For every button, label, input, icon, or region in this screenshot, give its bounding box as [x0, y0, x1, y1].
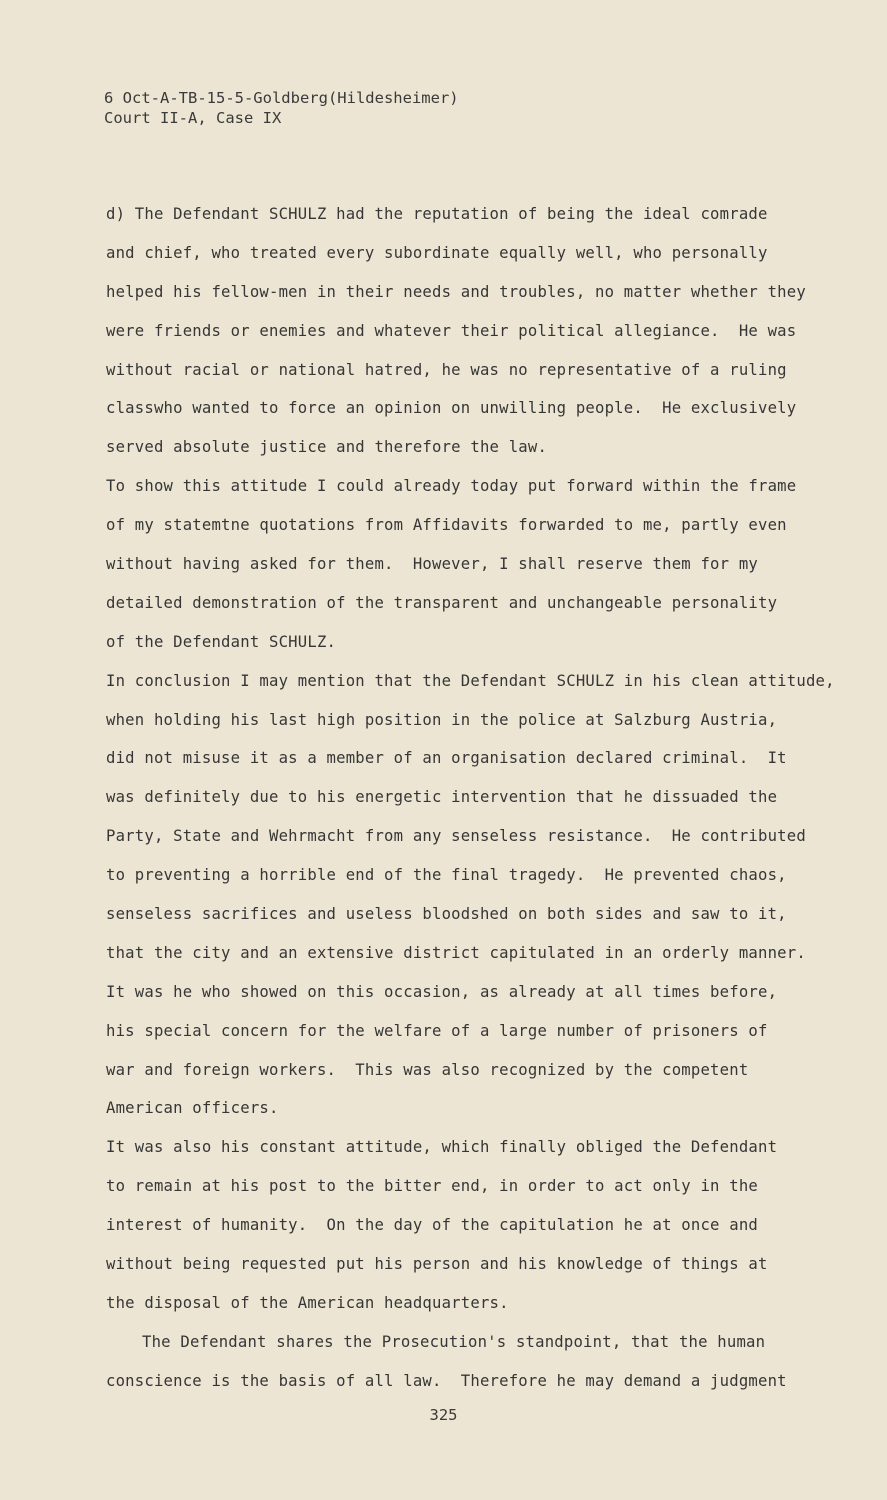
document-header [104, 88, 459, 128]
text-line: served absolute justice and therefore the law. [106, 438, 548, 457]
text-line: that the city and an extensive district capitulated in an orderly manner. [106, 943, 806, 962]
text-line: the disposal of the American headquarters. [106, 1293, 509, 1312]
text-line: without racial or national hatred, he was no representative of a ruling [106, 360, 787, 379]
text-line: classwho wanted to force an opinion on unwilling people. He exclusively [106, 399, 797, 418]
text-line: and chief, who treated every subordinate equally well, who personally [106, 243, 768, 262]
text-line: conscience is the basis of all law. Therefore he may demand a judgment [106, 1371, 787, 1390]
text-line: It was also his constant attitude, which finally obliged the Defendant [106, 1138, 778, 1157]
text-line: The Defendant shares the Prosecution's standpoint, that the human [142, 1332, 766, 1351]
text-line: when holding his last high position in the police at Salzburg Austria, [106, 710, 778, 729]
text-line: d) The Defendant SCHULZ had the reputation of being the ideal comrade [106, 205, 768, 223]
text-line: were friends or enemies and whatever their political allegiance. He was [106, 321, 797, 340]
text-line: of my statemtne quotations from Affidavits forwarded to me, partly even [106, 516, 787, 535]
text-line: did not misuse it as a member of an organisation declared criminal. It [106, 749, 787, 768]
text-line: American officers. [106, 1099, 279, 1118]
header-reference: 6 Oct-A-TB-15-5-Goldberg(Hildesheimer) [104, 89, 459, 107]
header-court: Court II-A, Case IX [104, 109, 282, 127]
text-line: To show this attitude I could already today put forward within the frame [106, 477, 797, 496]
text-line: was definitely due to his energetic intervention that he dissuaded the [106, 788, 778, 807]
text-line: to preventing a horrible end of the final tragedy. He prevented chaos, [106, 866, 787, 885]
text-line: to remain at his post to the bitter end, in order to act only in the [106, 1177, 758, 1196]
document-body [106, 200, 846, 1406]
text-line: of the Defendant SCHULZ. [106, 632, 337, 651]
text-line: senseless sacrifices and useless bloodshed on both sides and saw to it, [106, 905, 787, 924]
text-line: without being requested put his person and his knowledge of things at [106, 1255, 768, 1274]
text-line: It was he who showed on this occasion, as already at all times before, [106, 982, 778, 1001]
text-line: helped his fellow-men in their needs and troubles, no matter whether they [106, 282, 806, 301]
text-line: In conclusion I may mention that the Defendant SCHULZ in his clean attitude, [106, 671, 835, 690]
page-number: 325 [429, 1406, 458, 1424]
text-line: his special concern for the welfare of a large number of prisoners of [106, 1021, 768, 1040]
text-line: Party, State and Wehrmacht from any senseless resistance. He contributed [106, 827, 806, 846]
text-line: war and foreign workers. This was also recognized by the competent [106, 1060, 749, 1079]
text-line: detailed demonstration of the transparent and unchangeable personality [106, 593, 778, 612]
text-line: without having asked for them. However, I shall reserve them for my [106, 555, 758, 574]
text-line: interest of humanity. On the day of the capitulation he at once and [106, 1216, 758, 1235]
